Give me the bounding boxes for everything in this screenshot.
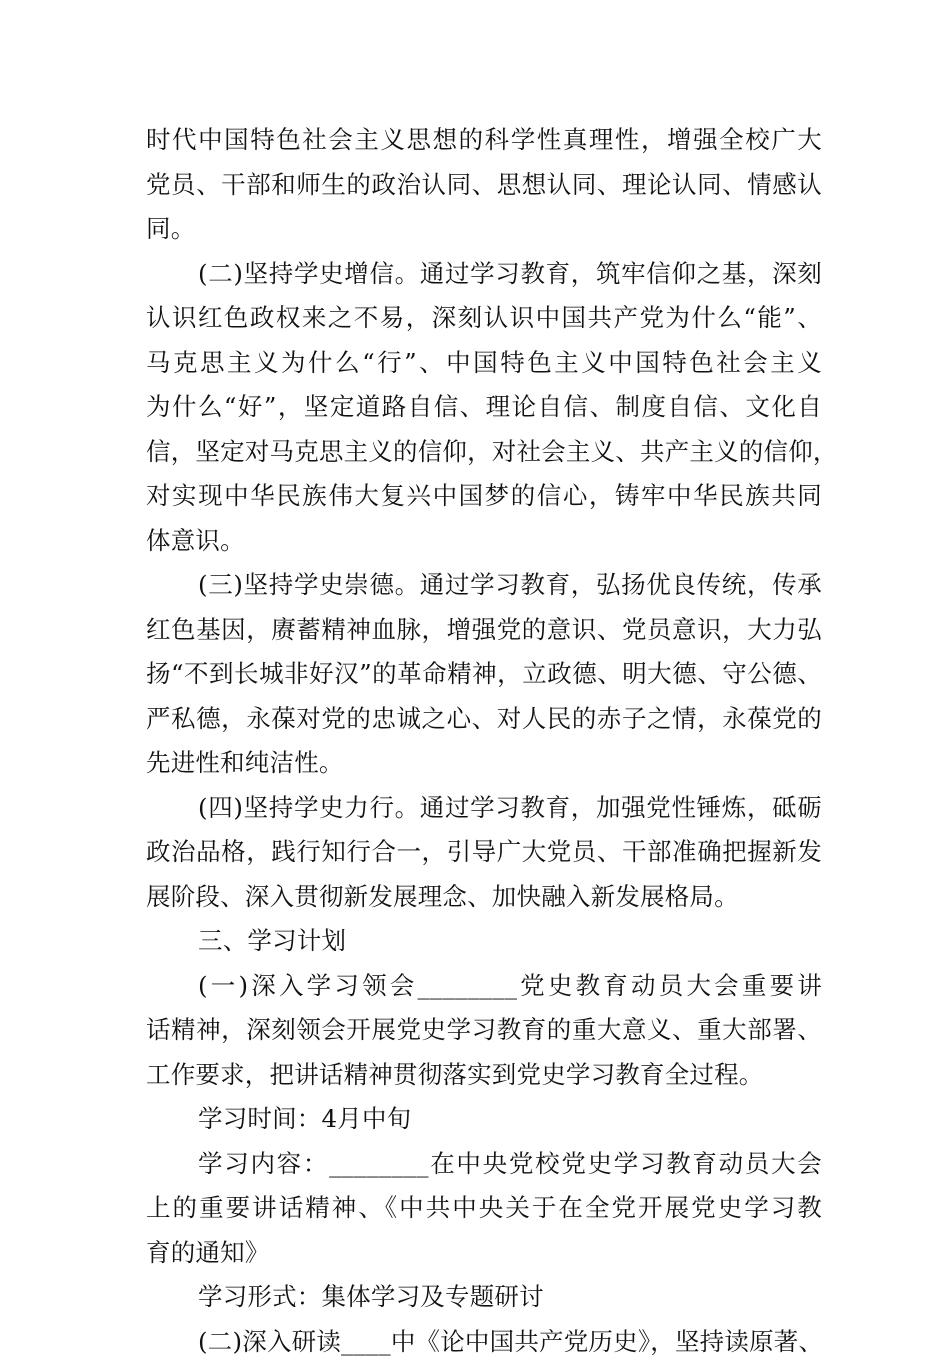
- text-line: 认识红色政权来之不易，深刻认识中国共产党为什么“能”、: [146, 296, 822, 341]
- text-line: 学习时间：4月中旬: [146, 1097, 822, 1142]
- text-line: (四)坚持学史力行。通过学习教育，加强党性锤炼，砥砺: [146, 786, 822, 831]
- text-line: 红色基因，赓蓄精神血脉，增强党的意识、党员意识，大力弘: [146, 608, 822, 653]
- text-line: (一)深入学习领会________党史教育动员大会重要讲: [146, 964, 822, 1009]
- text-line: 政治品格，践行知行合一，引导广大党员、干部准确把握新发: [146, 830, 822, 875]
- section-title: 三、学习计划: [146, 919, 822, 964]
- study-time: [146, 1097, 822, 1142]
- paragraph-3: [146, 563, 822, 786]
- paragraph-4: [146, 786, 822, 920]
- text-line: 学习内容：________在中央党校党史学习教育动员大会: [146, 1142, 822, 1187]
- text-line: (三)坚持学史崇德。通过学习教育，弘扬优良传统，传承: [146, 563, 822, 608]
- paragraph-2: [146, 252, 822, 564]
- text-line: (二)深入研读____中《论中国共产党历史》，坚持读原著、: [146, 1320, 822, 1364]
- text-line: 信，坚定对马克思主义的信仰，对社会主义、共产主义的信仰，: [146, 430, 822, 475]
- text-line: 育的通知》: [146, 1231, 822, 1276]
- text-line: (二)坚持学史增信。通过学习教育，筑牢信仰之基，深刻: [146, 252, 822, 297]
- document-page: [146, 118, 822, 1364]
- section-heading: [146, 919, 822, 964]
- study-content: [146, 1142, 822, 1276]
- text-line: 党员、干部和师生的政治认同、思想认同、理论认同、情感认: [146, 163, 822, 208]
- text-line: 话精神，深刻领会开展党史学习教育的重大意义、重大部署、: [146, 1008, 822, 1053]
- paragraph-1: [146, 118, 822, 252]
- text-line: 扬“不到长城非好汉”的革命精神，立政德、明大德、守公德、: [146, 652, 822, 697]
- text-line: 上的重要讲话精神、《中共中央关于在全党开展党史学习教: [146, 1186, 822, 1231]
- text-line: 体意识。: [146, 519, 822, 564]
- text-line: 对实现中华民族伟大复兴中国梦的信心，铸牢中华民族共同: [146, 474, 822, 519]
- text-line: 展阶段、深入贯彻新发展理念、加快融入新发展格局。: [146, 875, 822, 920]
- text-line: 工作要求，把讲话精神贯彻落实到党史学习教育全过程。: [146, 1053, 822, 1098]
- text-line: 学习形式：集体学习及专题研讨: [146, 1275, 822, 1320]
- paragraph-6: [146, 964, 822, 1098]
- text-line: 同。: [146, 207, 822, 252]
- text-line: 马克思主义为什么“行”、中国特色主义中国特色社会主义: [146, 341, 822, 386]
- text-line: 为什么“好”，坚定道路自信、理论自信、制度自信、文化自: [146, 385, 822, 430]
- text-line: 严私德，永葆对党的忠诚之心、对人民的赤子之情，永葆党的: [146, 697, 822, 742]
- study-format: [146, 1275, 822, 1320]
- paragraph-10: [146, 1320, 822, 1364]
- text-line: 时代中国特色社会主义思想的科学性真理性，增强全校广大: [146, 118, 822, 163]
- text-line: 先进性和纯洁性。: [146, 741, 822, 786]
